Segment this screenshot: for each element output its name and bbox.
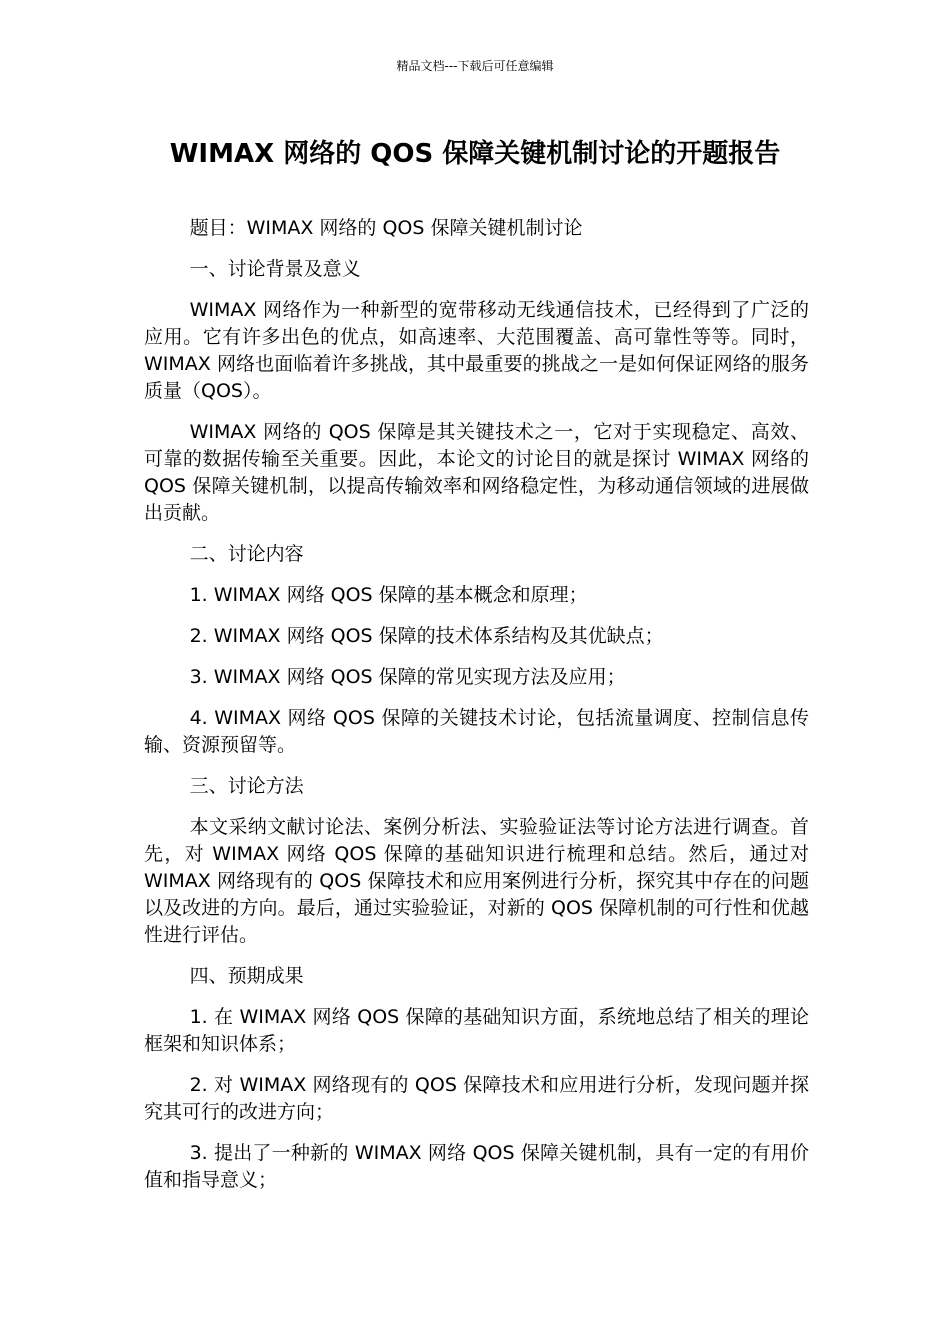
method-paragraph: 本文采纳文献讨论法、案例分析法、实验验证法等讨论方法进行调查。首先，对 WIMAX 网络 QOS 保障的基础知识进行梳理和总结。然后，通过对 WIMAX 网络现有的 QOS 保障技术和应用案例进行分析，探究其中存在的问题以及改进的方向。最后，通过实验验证，对新的 QOS 保障机制的可行性和优越性进行评估。 [144,816,809,946]
result-item-1: 1. 在 WIMAX 网络 QOS 保障的基础知识方面，系统地总结了相关的理论框架和知识体系； [144,1006,809,1055]
content-item-1: 1. WIMAX 网络 QOS 保障的基本概念和原理； [189,584,588,606]
result-item-3: 3. 提出了一种新的 WIMAX 网络 QOS 保障关键机制，具有一定的有用价值和指导意义； [144,1142,809,1191]
content-item-4: 4. WIMAX 网络 QOS 保障的关键技术讨论，包括流量调度、控制信息传输、资源预留等。 [144,707,809,756]
topic-line: 题目：WIMAX 网络的 QOS 保障关键机制讨论 [189,217,583,239]
result-item-2: 2. 对 WIMAX 网络现有的 QOS 保障技术和应用进行分析，发现问题并探究其可行的改进方向； [144,1074,809,1123]
background-paragraph-1: WIMAX 网络作为一种新型的宽带移动无线通信技术，已经得到了广泛的应用。它有许多出色的优点，如高速率、大范围覆盖、高可靠性等等。同时，WIMAX 网络也面临着许多挑战，其中最重要的挑战之一是如何保证网络的服务质量（QOS）。 [144,299,809,402]
section-heading-content: 二、讨论内容 [189,543,304,565]
background-paragraph-2: WIMAX 网络的 QOS 保障是其关键技术之一，它对于实现稳定、高效、可靠的数据传输至关重要。因此，本论文的讨论目的就是探讨 WIMAX 网络的 QOS 保障关键机制，以提高传输效率和网络稳定性，为移动通信领域的进展做出贡献。 [144,421,809,524]
content-item-2: 2. WIMAX 网络 QOS 保障的技术体系结构及其优缺点； [189,625,664,647]
section-heading-background: 一、讨论背景及意义 [189,258,361,280]
document-body [144,215,809,1208]
document-title: WIMAX 网络的 QOS 保障关键机制讨论的开题报告 [169,139,781,169]
section-heading-results: 四、预期成果 [189,965,304,987]
page-header-note: 精品文档---下载后可任意编辑 [396,59,554,73]
content-item-3: 3. WIMAX 网络 QOS 保障的常见实现方法及应用； [189,666,626,688]
section-heading-method: 三、讨论方法 [189,775,304,797]
